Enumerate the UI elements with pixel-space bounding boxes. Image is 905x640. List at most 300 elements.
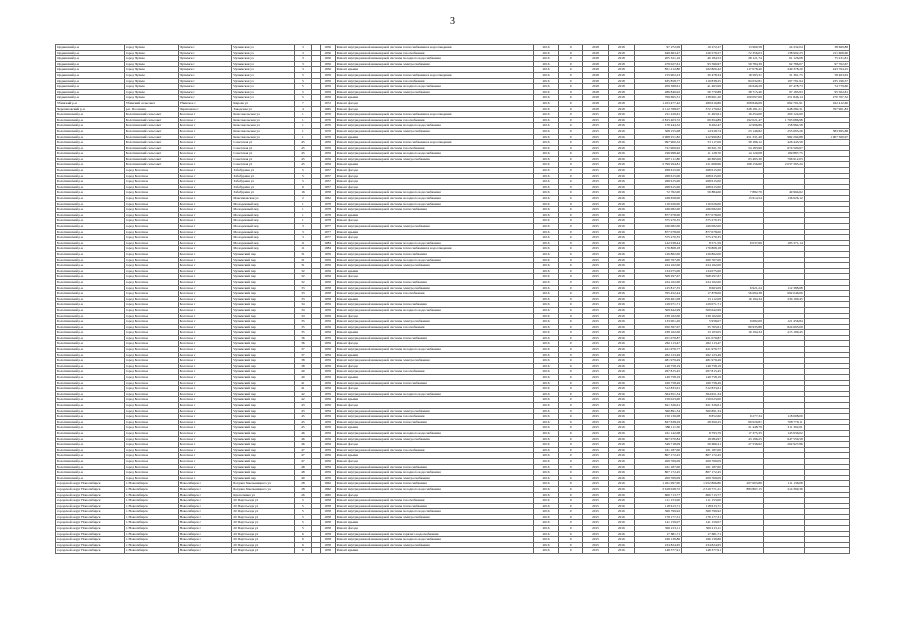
cell-settlement: город Болотное [124, 212, 178, 218]
cell-settlement: город Болотное [124, 168, 178, 174]
cell-settlement: г. Новосибирск [124, 542, 178, 548]
cell-stage: 0 [559, 520, 583, 526]
cell-work-type: Ремонт фасада [335, 173, 533, 179]
cell-street: Молодежный пер [232, 246, 294, 252]
cell-house: 43 [294, 403, 311, 409]
cell-cost-total: 649 663,47 [634, 50, 681, 56]
cell-house: 5 [294, 78, 311, 84]
cell-street: Чулымская ул [232, 78, 294, 84]
cell-locality: Чулымск г [178, 61, 232, 67]
cell-cost-total: 179 177,31 [634, 514, 681, 520]
cell-municipality: Болотнинский р-н [56, 436, 125, 442]
cell-fund-cost: 166 082,00 [682, 207, 723, 213]
cell-settlement: город Болотное [124, 458, 178, 464]
cell-stage: 0 [559, 128, 583, 134]
cell-locality: Болотное г [178, 212, 232, 218]
cell-municipality: Ордынский р-н [56, 67, 125, 73]
cell-end-year: 2016 [608, 251, 634, 257]
cell-plan-year: 2016 [533, 156, 559, 162]
cell-fund-cost: 138 661,20 [682, 95, 723, 101]
cell-plan-year: 2016 [533, 117, 559, 123]
cell-cost-total: 111 153,00 [634, 498, 681, 504]
cell-plan-year: 2016 [533, 363, 559, 369]
cell-end-year: 2016 [608, 414, 634, 420]
cell-owners-cost: 383 695,68 [804, 128, 849, 134]
cell-settlement: город Болотное [124, 251, 178, 257]
cell-fund-cost: 1 052 866,86 [682, 481, 723, 487]
cell-house: 6 [294, 184, 311, 190]
cell-year: 1959 [320, 330, 335, 336]
cell-year: 1959 [320, 95, 335, 101]
cell-cost-total: 765 452,44 [634, 291, 681, 297]
cell-local-cost: 708 779,11 [763, 419, 804, 425]
cell-start-year: 2018 [583, 56, 609, 62]
cell-end-year: 2016 [608, 307, 634, 313]
cell-year: 1976 [320, 117, 335, 123]
cell-year: 1958 [320, 514, 335, 520]
cell-fund-cost: 239 162,00 [682, 313, 723, 319]
cell-house: 42 [294, 391, 311, 397]
cell-municipality: городской округ Новосибирск [56, 481, 125, 487]
cell-municipality: Ордынский р-н [56, 95, 125, 101]
cell-work-type: Ремонт крыши [335, 212, 533, 218]
cell-locality: Болотное г [178, 224, 232, 230]
cell-locality: Болотное г [178, 162, 232, 168]
cell-end-year: 2018 [608, 89, 634, 95]
cell-work-type: Ремонт внутридомовой инженерной системы электроснабжения [335, 89, 533, 95]
cell-street: Чулымский пер [232, 313, 294, 319]
cell-start-year: 2018 [583, 84, 609, 90]
cell-year: 1958 [320, 296, 335, 302]
cell-house: 4 [294, 106, 311, 112]
cell-start-year: 2015 [583, 391, 609, 397]
cell-settlement: город Болотное [124, 229, 178, 235]
cell-plan-year: 2016 [533, 56, 559, 62]
cell-plan-year: 2016 [533, 380, 559, 386]
cell-work-type: Ремонт внутридомовой инженерной системы электроснабжения [335, 436, 533, 442]
cell-stage: 0 [559, 240, 583, 246]
cell-locality: Болотное г [178, 335, 232, 341]
cell-house: 5 [294, 503, 311, 509]
cell-stage: 0 [559, 229, 583, 235]
cell-house: 5 [294, 514, 311, 520]
cell-street: Комсомольская ул [232, 128, 294, 134]
cell-cost-total: 635 858,77 [634, 78, 681, 84]
cell-stage: 0 [559, 224, 583, 230]
cell-stage: 0 [559, 251, 583, 257]
cell-house: 45 [294, 425, 311, 431]
cell-street: Чулымский пер [232, 475, 294, 481]
cell-municipality: Болотнинский р-н [56, 369, 125, 375]
cell-start-year: 2018 [583, 95, 609, 101]
cell-settlement: город Болотное [124, 453, 178, 459]
cell-start-year: 2015 [583, 442, 609, 448]
cell-municipality: Болотнинский р-н [56, 196, 125, 202]
cell-house: 47 [294, 453, 311, 459]
cell-stage: 0 [559, 291, 583, 297]
cell-local-cost: 197 791,94 [763, 78, 804, 84]
cell-end-year: 2016 [608, 145, 634, 151]
cell-cost-total: 209 368,61 [634, 84, 681, 90]
cell-settlement: город Болотное [124, 324, 178, 330]
cell-start-year: 2015 [583, 212, 609, 218]
cell-end-year: 2016 [608, 274, 634, 280]
cell-house: 42 [294, 397, 311, 403]
cell-fund-cost: 877 078,00 [682, 229, 723, 235]
cell-fund-cost: 179 177,31 [682, 514, 723, 520]
cell-municipality: Болотнинский р-н [56, 324, 125, 330]
cell-street: Чулымский пер [232, 430, 294, 436]
cell-settlement: город Болотное [124, 358, 178, 364]
cell-year: 1962 [320, 486, 335, 492]
cell-stage: 0 [559, 475, 583, 481]
cell-start-year: 2018 [583, 78, 609, 84]
cell-start-year: 2015 [583, 296, 609, 302]
cell-start-year: 2015 [583, 464, 609, 470]
cell-cost-total: 2 112 768,07 [634, 106, 681, 112]
cell-year: 1956 [320, 61, 335, 67]
cell-year: 1959 [320, 307, 335, 313]
cell-house: 45 [294, 140, 311, 146]
cell-local-cost: 61 126,08 [763, 56, 804, 62]
cell-start-year: 2015 [583, 537, 609, 543]
cell-year: 1965 [320, 492, 335, 498]
cell-stage: 0 [559, 218, 583, 224]
cell-cost-total: 508 297,67 [634, 274, 681, 280]
cell-street: Чулымский пер [232, 414, 294, 420]
cell-house: 6 [294, 548, 311, 554]
cell-locality: Болотное г [178, 363, 232, 369]
cell-owners-cost: 97 762,67 [804, 61, 849, 67]
cell-settlement: р.п. Посевная [124, 106, 178, 112]
cell-cost-total: 950 397,67 [634, 324, 681, 330]
cell-work-type: Ремонт внутридомовой инженерной системы холодного водоснабжения [335, 84, 533, 90]
cell-cost-total: 72 762,00 [634, 190, 681, 196]
cell-stage: 0 [559, 447, 583, 453]
cell-work-type: Ремонт внутридомовой инженерной системы теплоснабжения [335, 207, 533, 213]
cell-local-cost: 255 603,26 [763, 128, 804, 134]
cell-street: Молодежный пер [232, 218, 294, 224]
cell-stage: 0 [559, 408, 583, 414]
cell-cost-total: 375 270,35 [634, 235, 681, 241]
cell-street: Заводская ул [232, 106, 294, 112]
cell-local-cost: 97 183,93 [763, 89, 804, 95]
cell-regional-cost: 12 996,89 [722, 123, 763, 129]
cell-work-type: Ремонт крыши [335, 397, 533, 403]
cell-settlement: город Болотное [124, 184, 178, 190]
cell-locality: Новосибирск г [178, 503, 232, 509]
cell-settlement: город Болотное [124, 442, 178, 448]
cell-start-year: 2015 [583, 520, 609, 526]
cell-municipality: Болотнинский р-н [56, 302, 125, 308]
cell-street: Забабурина ул [232, 179, 294, 185]
cell-house: 47 [294, 458, 311, 464]
cell-end-year: 2016 [608, 229, 634, 235]
cell-street: Чулымская ул [232, 95, 294, 101]
cell-house: 3 [294, 224, 311, 230]
cell-locality: Болотное г [178, 380, 232, 386]
cell-plan-year: 2016 [533, 257, 559, 263]
cell-end-year: 2018 [608, 106, 634, 112]
cell-fund-cost: 375 270,35 [682, 218, 723, 224]
cell-stage: 0 [559, 67, 583, 73]
cell-house: 6 [294, 537, 311, 543]
cell-year: 1977 [320, 229, 335, 235]
cell-stage: 0 [559, 425, 583, 431]
cell-settlement: Болотнинский сельсовет [124, 123, 178, 129]
cell-local-cost: 138 992,23 [763, 50, 804, 56]
cell-fund-cost: 369 799,92 [682, 509, 723, 515]
cell-cost-total: 118 613,71 [634, 503, 681, 509]
cell-house: 16 [294, 190, 311, 196]
cell-local-cost: 647 559,58 [763, 436, 804, 442]
cell-year: 1959 [320, 453, 335, 459]
cell-year: 1959 [320, 414, 335, 420]
cell-locality: Болотное г [178, 447, 232, 453]
cell-locality: Болотное г [178, 117, 232, 123]
cell-stage: 0 [559, 100, 583, 106]
cell-cost-total: 161 142,08 [634, 430, 681, 436]
cell-owners-cost [804, 548, 849, 554]
cell-end-year: 2016 [608, 196, 634, 202]
cell-street: Чулымская ул [232, 84, 294, 90]
cell-house: 5 [294, 95, 311, 101]
cell-fund-cost: 46 695,06 [682, 156, 723, 162]
cell-stage: 0 [559, 403, 583, 409]
cell-cost-total: 268 615,00 [634, 173, 681, 179]
cell-end-year: 2016 [608, 173, 634, 179]
cell-street: Чулымский пер [232, 436, 294, 442]
cell-fund-cost: 111 153,00 [682, 498, 723, 504]
cell-street: Богдана Хмельницкого ул [232, 481, 294, 487]
cell-cost-total: 161 187,00 [634, 447, 681, 453]
cell-fund-cost: 129 071,71 [682, 302, 723, 308]
cell-locality: Новосибирск г [178, 514, 232, 520]
cell-settlement: город Болотное [124, 246, 178, 252]
cell-locality: Болотное г [178, 403, 232, 409]
cell-cost-total: 205 321,16 [634, 56, 681, 62]
cell-start-year: 2015 [583, 257, 609, 263]
cell-end-year: 2016 [608, 358, 634, 364]
cell-year: 1959 [320, 347, 335, 353]
cell-fund-cost: 360 891,34 [682, 408, 723, 414]
cell-local-cost: 214 390,36 [763, 486, 804, 492]
cell-end-year: 2016 [608, 380, 634, 386]
cell-start-year: 2015 [583, 369, 609, 375]
cell-plan-year: 2016 [533, 45, 559, 51]
cell-end-year: 2016 [608, 224, 634, 230]
cell-house: 5 [294, 168, 311, 174]
cell-stage: 0 [559, 526, 583, 532]
cell-house: 5 [294, 89, 311, 95]
cell-street: Чулымский пер [232, 319, 294, 325]
cell-fund-cost: 268 615,00 [682, 168, 723, 174]
cell-street: Чулымский пер [232, 442, 294, 448]
cell-plan-year: 2016 [533, 352, 559, 358]
cell-fund-cost: 17 681,71 [682, 531, 723, 537]
cell-house: 41 [294, 380, 311, 386]
cell-plan-year: 2016 [533, 391, 559, 397]
cell-work-type: Ремонт внутридомовой инженерной системы электроснабжения [335, 61, 533, 67]
cell-house: 36 [294, 335, 311, 341]
cell-settlement: город Болотное [124, 196, 178, 202]
cell-locality: Болотное г [178, 302, 232, 308]
cell-end-year: 2016 [608, 375, 634, 381]
cell-start-year: 2015 [583, 112, 609, 118]
cell-house: 36 [294, 341, 311, 347]
cell-stage: 0 [559, 112, 583, 118]
cell-street: Чулымский пер [232, 403, 294, 409]
cell-end-year: 2016 [608, 291, 634, 297]
cell-street: Чулымский пер [232, 470, 294, 476]
cell-settlement: город Болотное [124, 436, 178, 442]
cell-plan-year: 2016 [533, 470, 559, 476]
cell-cost-total: 2 815 403,72 [634, 117, 681, 123]
cell-start-year: 2015 [583, 481, 609, 487]
cell-municipality: Болотнинский р-н [56, 335, 125, 341]
cell-end-year: 2018 [608, 61, 634, 67]
cell-work-type: Ремонт внутридомовой инженерной системы электроснабжения [335, 358, 533, 364]
cell-regional-cost: 207 603,86 [722, 481, 763, 487]
cell-year: 1959 [320, 268, 335, 274]
cell-year: 1959 [320, 397, 335, 403]
cell-end-year: 2016 [608, 514, 634, 520]
cell-settlement: город Чулым [124, 56, 178, 62]
cell-year: 1976 [320, 112, 335, 118]
cell-regional-cost: 69 020,81 [722, 419, 763, 425]
cell-year: 1959 [320, 430, 335, 436]
cell-start-year: 2015 [583, 358, 609, 364]
cell-local-cost: 249 378,20 [763, 67, 804, 73]
cell-street: Чулымский пер [232, 464, 294, 470]
cell-settlement: город Чулым [124, 50, 178, 56]
cell-end-year: 2016 [608, 464, 634, 470]
cell-cost-total: 155 902,23 [634, 72, 681, 78]
cell-plan-year: 2016 [533, 324, 559, 330]
cell-plan-year: 2016 [533, 128, 559, 134]
cell-street: Чулымский пер [232, 369, 294, 375]
cell-cost-total: 148 377,91 [634, 548, 681, 554]
cell-work-type: Ремонт внутридомовой инженерной системы теплоснабжения и водоотведения [335, 140, 533, 146]
cell-locality: Болотное г [178, 419, 232, 425]
cell-house: 41 [294, 386, 311, 392]
cell-settlement: г. Новосибирск [124, 481, 178, 487]
cell-locality: Болотное г [178, 453, 232, 459]
cell-end-year: 2016 [608, 207, 634, 213]
cell-locality: Новосибирск г [178, 498, 232, 504]
cell-year: 1959 [320, 274, 335, 280]
cell-start-year: 2015 [583, 140, 609, 146]
cell-municipality: Ордынский р-н [56, 50, 125, 56]
cell-start-year: 2015 [583, 251, 609, 257]
cell-fund-cost: 606 713,77 [682, 492, 723, 498]
cell-plan-year: 2016 [533, 307, 559, 313]
cell-cost-total: 807 172,45 [634, 470, 681, 476]
cell-settlement: город Болотное [124, 307, 178, 313]
cell-plan-year: 2016 [533, 173, 559, 179]
cell-plan-year: 2016 [533, 498, 559, 504]
cell-fund-cost: 209 769,09 [682, 458, 723, 464]
cell-start-year: 2015 [583, 470, 609, 476]
cell-work-type: Ремонт крыши [335, 352, 533, 358]
cell-plan-year: 2016 [533, 442, 559, 448]
cell-end-year: 2018 [608, 45, 634, 51]
cell-house: 38 [294, 363, 311, 369]
cell-year: 1959 [320, 447, 335, 453]
cell-street: Молодежный пер [232, 201, 294, 207]
cell-house: 6 [294, 542, 311, 548]
cell-cost-total: 769 665,31 [634, 95, 681, 101]
cell-locality: Болотное г [178, 386, 232, 392]
cell-locality: Болотное г [178, 285, 232, 291]
works-table [55, 44, 850, 554]
works-table-container [55, 44, 850, 554]
cell-plan-year: 2016 [533, 509, 559, 515]
cell-fund-cost: 126 576,57 [682, 50, 723, 56]
cell-start-year: 2015 [583, 201, 609, 207]
cell-locality: Болотное г [178, 251, 232, 257]
cell-plan-year: 2016 [533, 78, 559, 84]
cell-fund-cost: 148 377,91 [682, 548, 723, 554]
cell-regional-cost: 43 196,25 [722, 436, 763, 442]
cell-end-year: 2016 [608, 201, 634, 207]
cell-plan-year: 2016 [533, 520, 559, 526]
cell-locality: Болотное г [178, 145, 232, 151]
cell-owners-cost: 74 779,60 [804, 84, 849, 90]
cell-stage: 0 [559, 268, 583, 274]
cell-year: 1959 [320, 369, 335, 375]
cell-plan-year: 2016 [533, 408, 559, 414]
cell-locality: Болотное г [178, 391, 232, 397]
cell-work-type: Ремонт внутридомовой инженерной системы газоснабжения [335, 369, 533, 375]
cell-local-cost: 1 763 686,98 [763, 117, 804, 123]
cell-owners-cost: 95 562,81 [804, 89, 849, 95]
cell-year: 1959 [320, 257, 335, 263]
cell-locality: Болотное г [178, 313, 232, 319]
cell-street: 20 Партсъезда ул [232, 526, 294, 532]
cell-fund-cost: 14 918,74 [682, 128, 723, 134]
cell-year: 1978 [320, 207, 335, 213]
cell-fund-cost: 289 619,86 [682, 100, 723, 106]
cell-fund-cost: 18 084,97 [682, 436, 723, 442]
cell-settlement: г. Новосибирск [124, 503, 178, 509]
cell-work-type: Ремонт крыши [335, 229, 533, 235]
cell-settlement: город Чулым [124, 78, 178, 84]
cell-cost-total: 721 900,92 [634, 145, 681, 151]
cell-start-year: 2015 [583, 363, 609, 369]
cell-fund-cost: 8 793,79 [682, 430, 723, 436]
cell-regional-cost: 26 649,29 [722, 84, 763, 90]
cell-cost-total: 126 862,00 [634, 251, 681, 257]
cell-cost-total: 827 638,29 [634, 419, 681, 425]
cell-work-type: Ремонт внутридомовой инженерной системы электроснабжения [335, 514, 533, 520]
cell-municipality: городской округ Новосибирск [56, 514, 125, 520]
cell-street: Комсомольская ул [232, 123, 294, 129]
cell-stage: 0 [559, 419, 583, 425]
cell-plan-year: 2016 [533, 50, 559, 56]
cell-cost-total: 17 681,71 [634, 531, 681, 537]
cell-fund-cost: 110 026,00 [682, 201, 723, 207]
cell-work-type: Ремонт внутридомовой инженерной системы газоснабжения [335, 145, 533, 151]
cell-end-year: 2016 [608, 179, 634, 185]
cell-year: 1956 [320, 56, 335, 62]
cell-locality: Чулымск г [178, 56, 232, 62]
cell-start-year: 2015 [583, 151, 609, 157]
cell-settlement: Болотнинский сельсовет [124, 112, 178, 118]
cell-cost-total: 149 758,19 [634, 375, 681, 381]
cell-locality: Болотное г [178, 436, 232, 442]
cell-work-type: Ремонт внутридомовой инженерной системы теплоснабжения [335, 380, 533, 386]
